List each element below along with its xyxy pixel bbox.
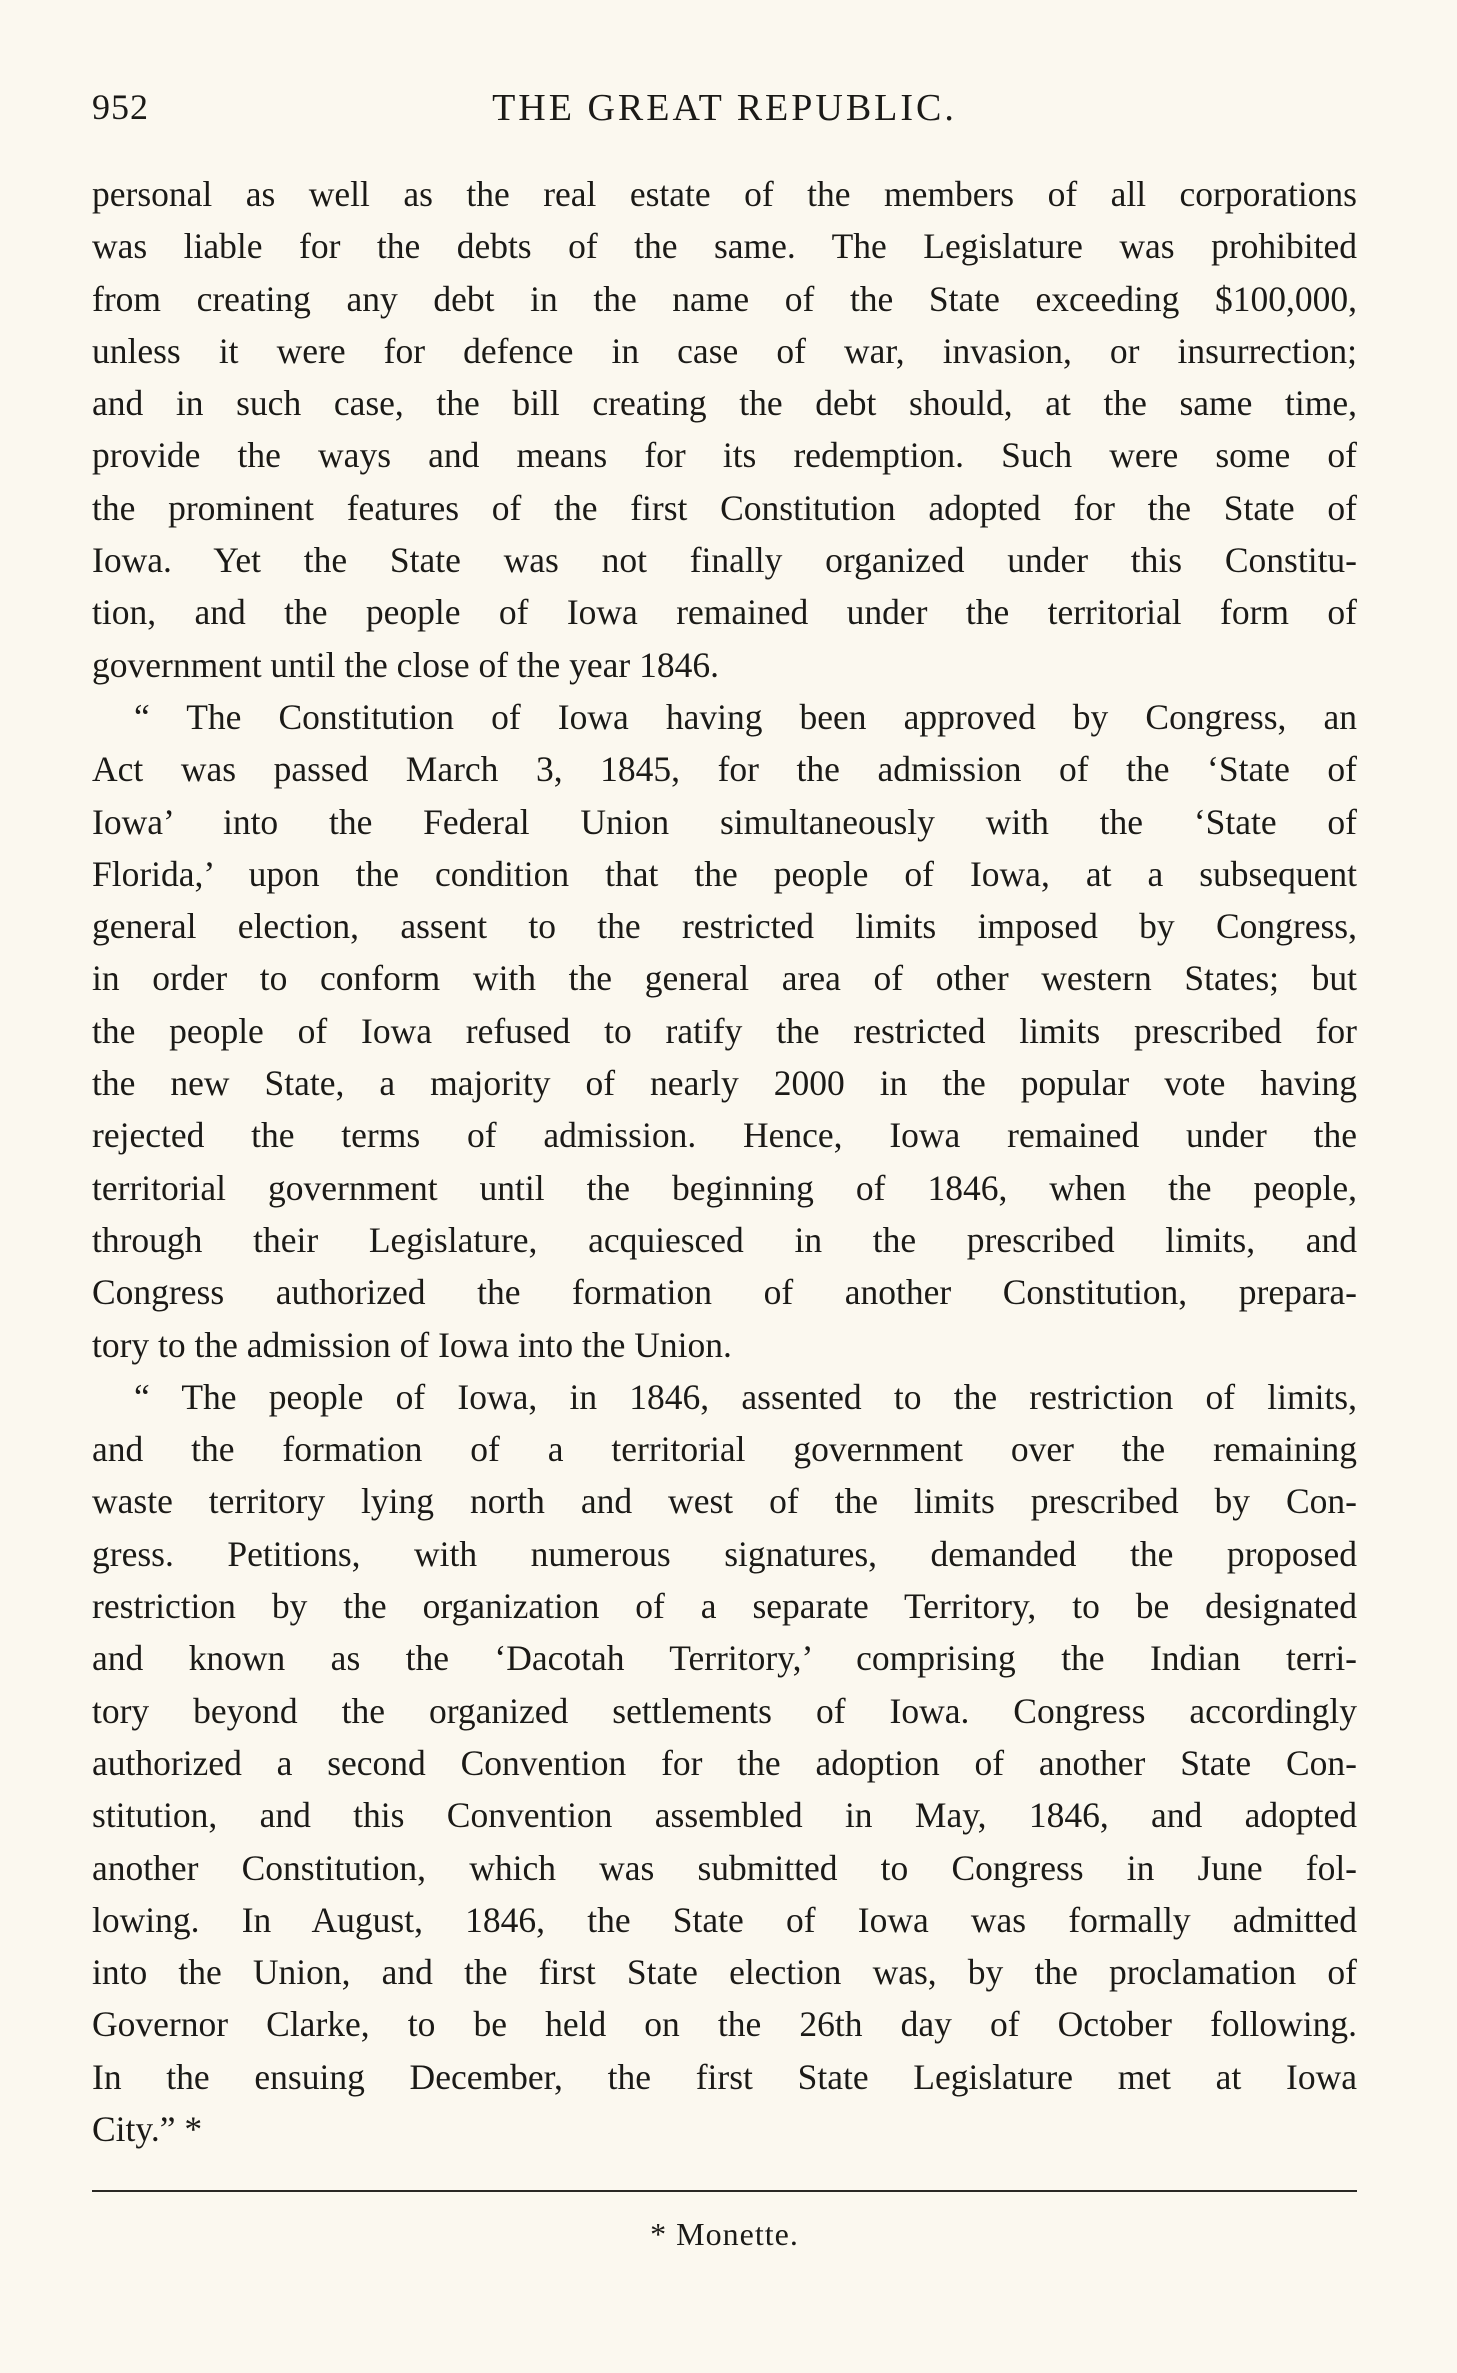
body-text	[92, 168, 1357, 2155]
text-line: from creating any debt in the name of the State exceeding $100,000,	[92, 278, 1357, 319]
paragraph	[92, 1371, 1357, 2155]
text-line: rejected the terms of admission. Hence, Iowa remained under the	[92, 1115, 1357, 1156]
footnote: * Monette.	[650, 2216, 799, 2252]
footnote-rule	[92, 2190, 1357, 2192]
text-line: another Constitution, which was submitted to Congress in June fol-	[92, 1847, 1357, 1888]
text-line: territorial government until the beginning of 1846, when the people,	[92, 1167, 1357, 1208]
text-line: through their Legislature, acquiesced in the prescribed limits, and	[92, 1219, 1357, 1260]
text-line: the people of Iowa refused to ratify the restricted limits prescribed for	[92, 1010, 1357, 1051]
text-line: Governor Clarke, to be held on the 26th day of October following.	[92, 2004, 1357, 2045]
paragraph	[92, 691, 1357, 1371]
text-line: Act was passed March 3, 1845, for the admission of the ‘State of	[92, 749, 1357, 790]
text-line: restriction by the organization of a separate Territory, to be designated	[92, 1586, 1357, 1627]
text-line: general election, assent to the restricted limits imposed by Congress,	[92, 906, 1357, 947]
text-line: tory beyond the organized settlements of Iowa. Congress accordingly	[92, 1690, 1357, 1731]
text-line: Iowa. Yet the State was not finally organized under this Constitu-	[92, 540, 1357, 581]
text-line: and the formation of a territorial government over the remaining	[92, 1429, 1357, 1470]
paragraph	[92, 168, 1357, 691]
text-line: the prominent features of the first Constitution adopted for the State of	[92, 487, 1357, 528]
text-line: tion, and the people of Iowa remained under the territorial form of	[92, 592, 1357, 633]
text-line: in order to conform with the general area of other western States; but	[92, 958, 1357, 999]
text-line: Congress authorized the formation of another Constitution, prepara-	[92, 1272, 1357, 1313]
text-line: Iowa’ into the Federal Union simultaneously with the ‘State of	[92, 801, 1357, 842]
text-line: Florida,’ upon the condition that the people of Iowa, at a subsequent	[92, 853, 1357, 894]
text-line: lowing. In August, 1846, the State of Iowa was formally admitted	[92, 1899, 1357, 1940]
text-line: the new State, a majority of nearly 2000 in the popular vote having	[92, 1063, 1357, 1104]
page-number: 952	[92, 87, 149, 127]
running-title: THE GREAT REPUBLIC.	[492, 87, 957, 129]
text-line: personal as well as the real estate of the members of all corporations	[92, 174, 1357, 214]
text-line: “ The people of Iowa, in 1846, assented to the restriction of limits,	[134, 1376, 1357, 1417]
text-line: authorized a second Convention for the adoption of another State Con-	[92, 1742, 1357, 1783]
text-line: In the ensuing December, the first State Legislature met at Iowa	[92, 2056, 1357, 2097]
text-line: gress. Petitions, with numerous signatures, demanded the proposed	[92, 1533, 1357, 1574]
text-line: unless it were for defence in case of war, invasion, or insurrection;	[92, 330, 1357, 371]
text-line: tory to the admission of Iowa into the Union.	[92, 1324, 732, 1365]
text-line: stitution, and this Convention assembled in May, 1846, and adopted	[92, 1795, 1357, 1836]
text-line: was liable for the debts of the same. The Legislature was prohibited	[92, 226, 1357, 267]
text-line: City.” *	[92, 2108, 203, 2149]
text-line: into the Union, and the first State election was, by the proclamation of	[92, 1952, 1357, 1993]
text-line: and known as the ‘Dacotah Territory,’ comprising the Indian terri-	[92, 1638, 1357, 1679]
running-head	[92, 86, 1357, 136]
text-line: waste territory lying north and west of the limits prescribed by Con-	[92, 1481, 1357, 1522]
text-line: and in such case, the bill creating the debt should, at the same time,	[92, 383, 1357, 424]
text-line: “ The Constitution of Iowa having been approved by Congress, an	[134, 696, 1357, 737]
text-line: provide the ways and means for its redemption. Such were some of	[92, 435, 1357, 476]
text-line: government until the close of the year 1846.	[92, 644, 719, 685]
